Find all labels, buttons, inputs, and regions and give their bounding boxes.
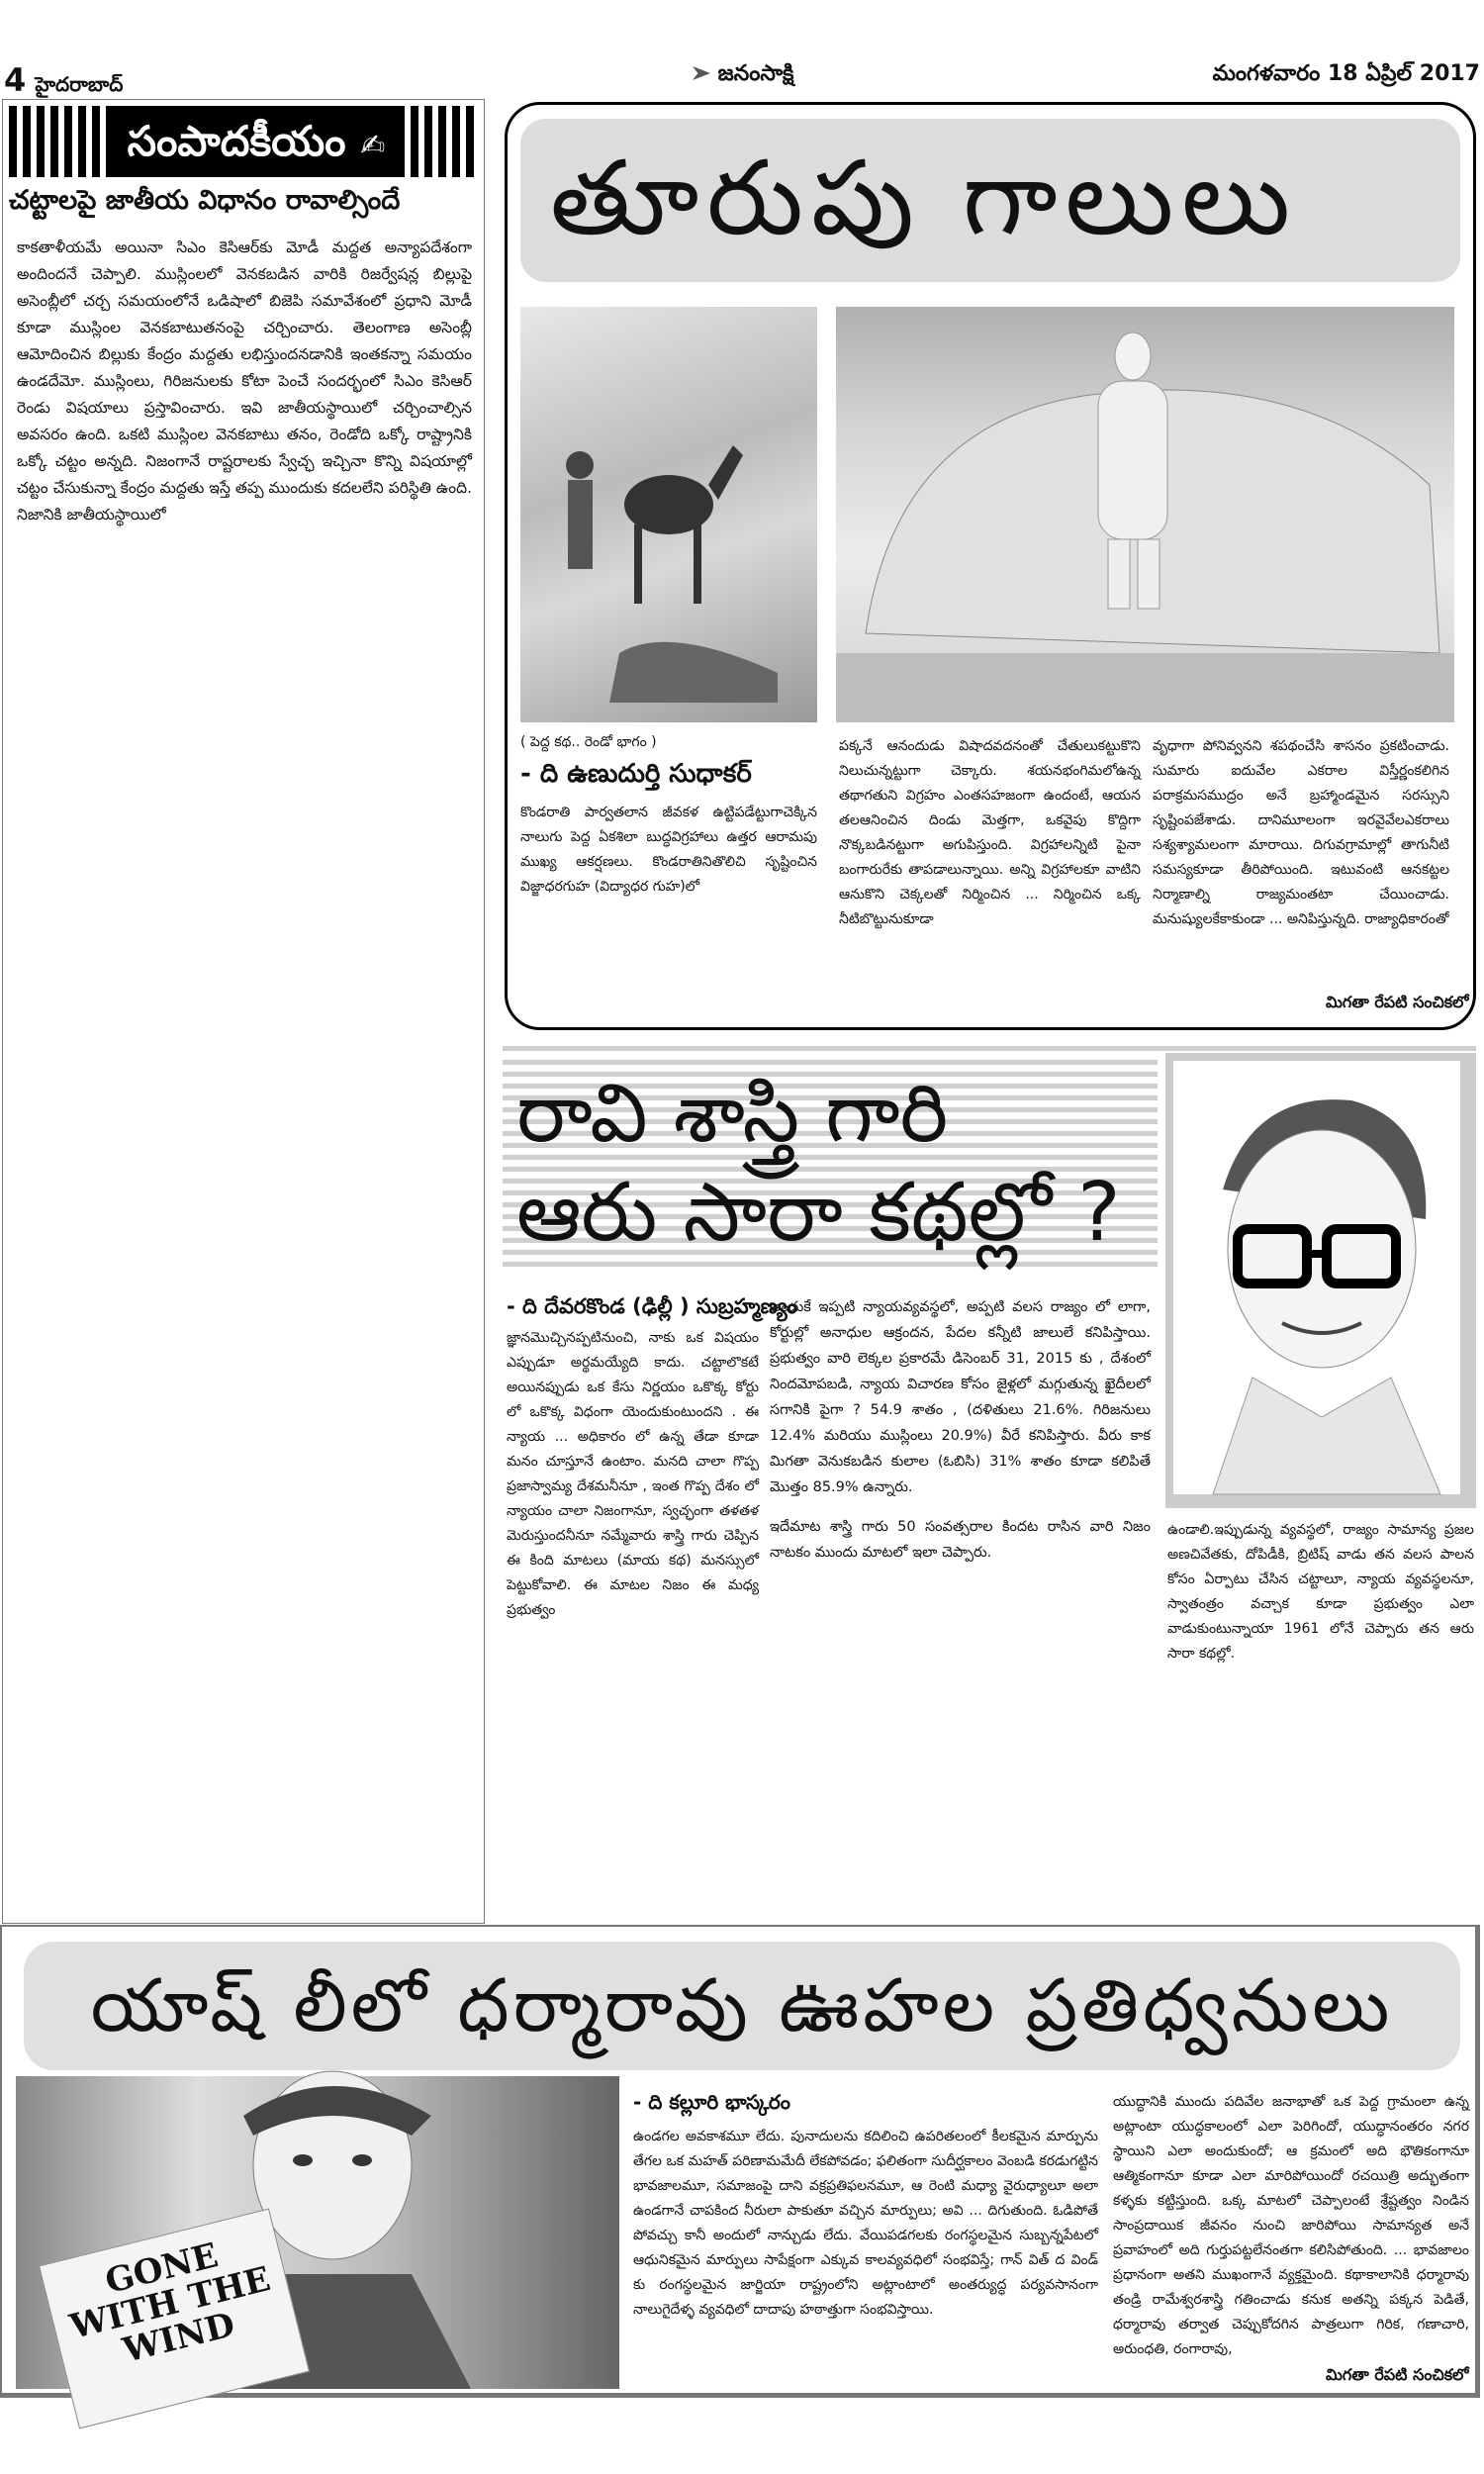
story1-illustration-horse — [520, 307, 817, 722]
story3-continued-note: మిగతా రేపటి సంచికలో — [1326, 2365, 1469, 2384]
story2-portrait-frame — [1165, 1053, 1476, 1508]
editorial-section — [2, 99, 485, 1924]
editorial-body — [17, 235, 472, 1917]
story2-col3-text: ఉండాలి.ఇప్పుడున్న వ్యవస్థలో, రాజ్యం సామాన్య ప్రజల అణచివేతకు, దోపిడీకి, బ్రిటిష్ వాడు తన వలస పాలన కోసం ఏర్పాటు చేసిన చట్టాలూ, న్యాయ వ్యవస్థలనూ, స్వాతంత్రం వచ్చాక కూడా ప్రభుత్వం ఎలా వాడుకుంటున్నాయా 1961 లోనే చెప్పారు తన ఆరు సారా కథల్లో. — [1167, 1522, 1474, 1662]
story2-col2-paragraph1: అందుకే ఇప్పటి న్యాయవ్యవస్థలో, అప్పటి వలస రాజ్యం లో లాగా, కోర్టుల్లో అనాధుల ఆక్రందన, పేదల కన్నీటి జాలులే కనిపిస్తాయి. ప్రభుత్వం వారి లెక్కల ప్రకారమే డిసెంబర్ 31, 2015 కు , దేశంలో నిందమోపబడి, న్యాయ విచారణ కోసం జైళ్లలో మగ్గుతున్న ఖైదీలలో సగానికి పైగా ? 54.9 శాతం , (దళితులు 21.6%. గిరిజనులు 12.4% మరియు ముస్లింలు 20.9%) వీరే కనిపిస్తారు. వీరు కాక మిగతా వెనుకబడిన కులాల (ఓబిసి) 31% శాతం కూడా కలిపితే మొత్తం 85.9% ఉన్నారు. — [770, 1299, 1151, 1495]
story3-photo-author-with-book — [16, 2076, 619, 2389]
story1-col2-text: పక్కనే ఆనందుడు విషాదవదనంతో చేతులుకట్టుకొని నిలుచున్నట్టుగా చెక్కారు. శయనభంగిమలోఉన్న తథాగతుని విగ్రహం ఎంతసహజంగా ఉందంటే, ఆయన తలఆనించిన దిండు మెత్తగా, ఒకవైపు కొద్దిగా నొక్కబడినట్టుగా అగుపిస్తుంది. విగ్రహాలన్నిటి పైనా బంగారురేకు తాపడాలున్నాయి. అన్ని విగ్రహాలకూ వాటిని ఆనుకొని చెక్కలతో నిర్మించిన ... నిర్మించిన ఒక్క నీటిబొట్టునుకూడా — [839, 738, 1141, 927]
horse-rider-illustration — [520, 307, 817, 722]
story3-byline: - ది కల్లూరి భాస్కరం — [633, 2090, 790, 2114]
story3-col1-text: ఉండగల అవకాశమూ లేదు. పునాదులను కదిలించి ఉపరితలంలో కీలకమైన మార్పును తేగల ఒక మహత్ పరిణామమేదీ లేకపోవడం; ఫలితంగా సుదీర్ఘకాలం వెంబడి కరడుగట్టిన భావజాలమూ, సమాజంపై దాని వక్రప్రతిఫలనమూ, ఆ రెంటి మధ్యా వైరుధ్యాలూ అలా ఉండగానే చాపకింద నీరులా పాకుతూ వచ్చిన మార్పులు; అవి ... దిగుతుంది. ఓడిపోతే పోవచ్చు కానీ అందులో నాన్చుడు లేదు. వేయిపడగలకు రంగస్థలమైన సుబ్బన్నపేటలో ఆధునికమైన మార్పులు సాపేక్షంగా ఎక్కువ కాలవ్యవధిలో సంభవిస్తే; గాన్ విత్ ద విండ్ కు రంగస్థలమైన జార్జియా రాష్ట్రంలోని అట్లాంటాలో అంతర్యుద్ధ పర్యవసానంగా నాలుగైదేళ్ళ వ్యవధిలో దాదాపు హఠాత్తుగా సంభవిస్తాయి. — [633, 2129, 1098, 2318]
logo-icon — [693, 66, 710, 80]
story3-col2-text: యుద్ధానికి ముందు పదివేల జనాభాతో ఒక పెద్ద గ్రామంలా ఉన్న అట్లాంటా యుద్ధకాలంలో ఎలా పెరిగిందో, యుద్ధానంతరం నగర స్థాయిని ఎలా అందుకుందో; ఆ క్రమంలో అది భౌతికంగానూ ఆత్మికంగానూ కూడా ఎలా మారిపోయిందో రచయిత్రి అద్భుతంగా కళ్ళకు కట్టిస్తుంది. ఒక్క మాటలో చెప్పాలంటే శ్రేష్టత్వం నిండిన సాంప్రదాయిక జీవనం నుంచి జారిపోయి సామాన్యత అనే ప్రవాహంలో అది గుర్తుపట్టలేనంతగా కలిసిపోతుంది. ... భావజాలం ప్రధానంగా అతని ముఖంగానే వ్యక్తమైంది. కథాకాలానికి ధర్మారావు తండ్రి రామేశ్వరశాస్త్రి గతించాడు కనుక అతన్ని పక్కన పెడితే, ధర్మారావు తర్వాత చెప్పుకోదగిన పాత్రలుగా గిరిక, గణాచారి, అరుంధతి, రంగారావు, — [1113, 2094, 1469, 2357]
story2-byline: - ది దేవరకొండ (ఢిల్లీ ) సుబ్రహ్మణ్యం — [507, 1294, 797, 1318]
page-number-and-city — [4, 61, 123, 101]
story1-col1-text: కొండరాతి పార్వతలాన జీవకళ ఉట్టిపడేట్టుగాచెక్కిన నాలుగు పెద్ద ఏకశిలా బుద్ధవిగ్రహాలు ఉత్తర ఆరామపు ముఖ్య ఆకర్షణలు. కొండరాతినితొలిచి సృష్టించిన విజ్జాధరగుహ (విద్యాధర గుహ)లో — [520, 805, 817, 895]
story3-headline: యాష్ లీలో ధర్మారావు ఊహల ప్రతిధ్వనులు — [24, 1942, 1460, 2070]
city-label: హైదరాబాద్ — [35, 72, 124, 96]
portrait-drawing — [1173, 1061, 1460, 1494]
section-title-text: సంపాదకీయం — [127, 117, 346, 165]
story2-headline-block — [503, 1053, 1158, 1273]
story3-col1 — [633, 2090, 1098, 2392]
story1-headline: తూరుపు గాలులు — [520, 119, 1460, 282]
story1-byline: - ది ఉణుదుర్తి సుధాకర్ — [520, 759, 752, 789]
divider-stripes — [503, 1039, 1476, 1053]
editorial-section-title — [108, 106, 405, 177]
story1-col3-text: వృధాగా పోనివ్వనని శపథంచేసి శాసనం ప్రకటించాడు. సుమారు ఐదువేల ఎకరాల విస్తీర్ణంకలిగిన పరాక్రమసముద్రం అనే బ్రహ్మాండమైన సరస్సుని సృష్టింపజేశాడు. దానిమూలంగా ఇరవైవేలఎకరాలు సశ్యశ్యామలంగా మారాయి. దిగువగ్రామాల్లో తాగునీటి సమస్యకూడా తీరిపోయింది. ఇటువంటి ఆనకట్టల నిర్మాణాల్ని రాజ్యమంతటా చేయించాడు. మనుష్యులకేకాకుండా ... అనిపిస్తున్నది. రాజ్యాధికారంతో — [1153, 738, 1449, 927]
story2-headline-line1: రావి శాస్త్రి గారి — [516, 1067, 949, 1161]
paper-name: జనంసాక్షి — [717, 61, 794, 86]
writer-portrait-sketch — [1173, 1061, 1460, 1494]
editorial-banner — [9, 106, 478, 177]
page-number: 4 — [4, 61, 27, 99]
issue-date: మంగళవారం 18 ఏప్రిల్ 2017 — [1212, 61, 1480, 86]
story2-headline-line2: ఆరు సారా కథల్లో ? — [516, 1166, 1121, 1260]
story1-continued-note: మిగతా రేపటి సంచికలో — [1326, 993, 1469, 1011]
story2-col2 — [770, 1294, 1151, 1908]
masthead — [693, 61, 794, 91]
story1-photo-buddha-statue — [836, 307, 1454, 722]
editorial-headline: చట్టాలపై జాతీయ విధానం రావాల్సిందే — [9, 185, 401, 216]
pen-icon: ✍ — [360, 129, 386, 163]
story2-col1-text: జ్ఞానమొచ్చినప్పటినుంచి, నాకు ఒక విషయం ఎప్పుడూ అర్థమయ్యేది కాదు. చట్టాలొకటే అయినప్పుడు ఒక కేసు నిర్ణయం ఒకొక్క కోర్టు లో ఒకొక్క విధంగా యెందుకుంటుందని . ఈ న్యాయ ... అధికారం లో ఉన్న తేడా కూడా మనం చూస్తూనే ఉంటాం. మనది చాలా గొప్ప ప్రజాస్వామ్య దేశమనీనూ , ఇంత గొప్ప దేశం లో న్యాయం చాలా నిజంగానూ, స్వచ్ఛంగా తళతళ మెరుస్తుందనీనూ నమ్మేవారు శాస్త్రి గారు చెప్పిన ఈ కింది మాటలు (మాయ కథ) మనస్సులో పెట్టుకోవాలి. ఈ మాటల నిజం ఈ మధ్య ప్రభుత్వం — [507, 1330, 759, 1618]
statue-rock-photo — [836, 307, 1454, 722]
story1-col1 — [520, 734, 817, 999]
gone-with-the-wind-book: GONE WITH THE WIND — [39, 2208, 310, 2428]
story1-caption: ( పెద్ద కథ.. రెండో భాగం ) — [520, 734, 657, 750]
story2-col2-paragraph2: ఇదేమాట శాస్త్రి గారు 50 సంవత్సరాల కిందట రాసిన వారి నిజం నాటకం ముందు మాటలో ఇలా చెప్పారు. — [770, 1519, 1151, 1561]
editorial-paragraph: కాకతాళీయమే అయినా సిఎం కెసిఆర్‌కు మోడీ మద్దత అన్యాపదేశంగా అందిందనే చెప్పాలి. ముస్లింలలో వెనకబడిన వారికి రిజర్వేషన్ల బిల్లుపై అసెంబ్లీలో చర్చ సమయంలోనే ఒడిషాలో బిజెపి సమావేశంలో ప్రధాని మోడీ కూడా ముస్లింల వెనకబాటుతనంపై చర్చించారు. తెలంగాణ అసెంబ్లీ ఆమోదించిన బిల్లుకు కేంద్రం మద్దతు లభిస్తుందనడానికి ఇంతకన్నా సమయం ఉండదేమో. ముస్లింలు, గిరిజనులకు కోటా పెంచే సందర్భంలో సిఎం కెసిఆర్ రెండు విషయాలు ప్రస్తావించారు. ఇవి జాతీయస్థాయిలో చర్చించాల్సిన అవసరం ఉంది. ఒకటి ముస్లింల వెనకబాటు తనం, రెండోది ఒక్కో రాష్ట్రానికి ఒక్కో చట్టం అన్నది. నిజంగానే రాష్టరాలకు స్వేచ్ఛ ఇచ్చినా కొన్ని విషయాల్లో చట్టం చేసుకున్నా కేంద్రం మద్దతు ఇస్తే తప్ప ముందుకు కదలలేని పరిస్థితి ఉంది. నిజానికి జాతీయస్థాయిలో — [17, 238, 472, 523]
